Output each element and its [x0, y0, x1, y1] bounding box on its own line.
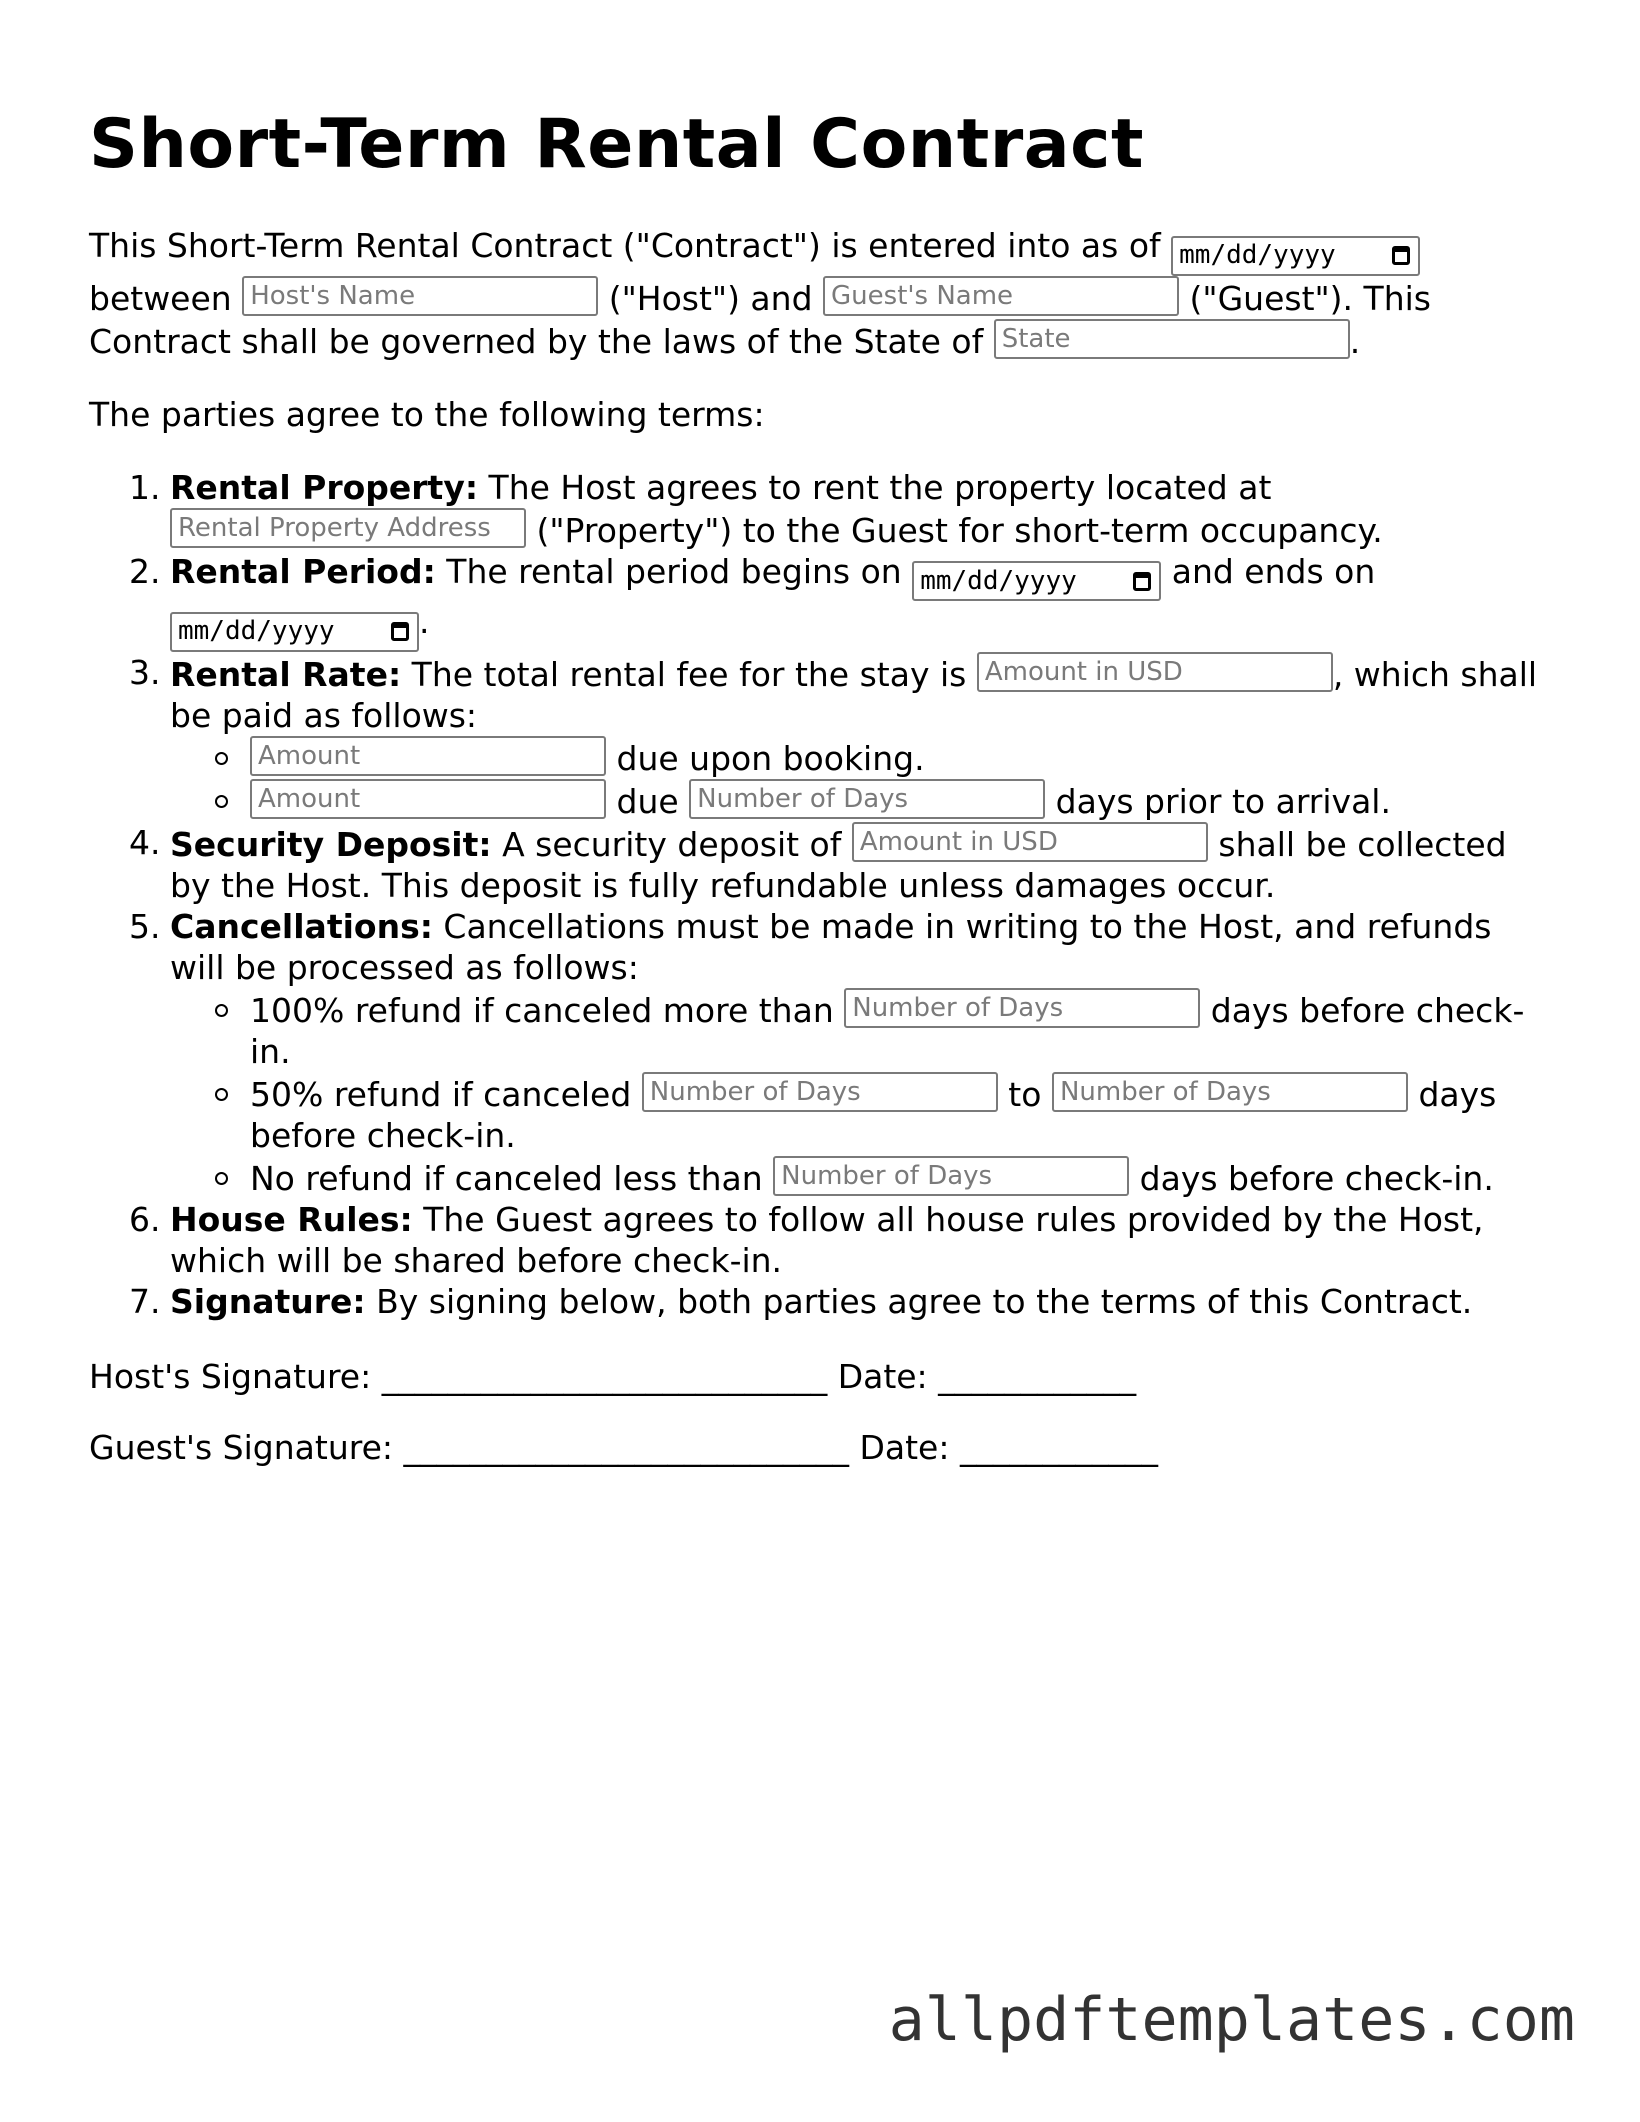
- bullet-icon: [215, 1004, 228, 1017]
- term-number: 7.: [129, 1281, 161, 1321]
- bullet-icon: [215, 1088, 228, 1101]
- intro-text: .: [1349, 321, 1361, 361]
- term-text: 50% refund if canceled: [250, 1074, 632, 1114]
- bullet-icon: [215, 795, 228, 808]
- term-heading: Rental Property:: [170, 467, 479, 507]
- refund-item: [250, 1072, 1549, 1156]
- terms-list: [89, 467, 1549, 1322]
- term-text: days before check-in.: [250, 1074, 1497, 1155]
- bullet-icon: [215, 752, 228, 765]
- host-signature-line: Host's Signature: ___________________________ Date: ____________: [89, 1356, 1137, 1396]
- term-text: ("Property") to the Guest for short-term occupancy.: [536, 510, 1383, 550]
- term-heading: Rental Rate:: [170, 654, 402, 694]
- full-refund-days-input[interactable]: Number of Days: [844, 988, 1200, 1028]
- term-security-deposit: [129, 822, 1549, 906]
- term-rental-rate: [129, 652, 1549, 822]
- term-number: 1.: [129, 467, 161, 507]
- term-text: The Guest agrees to follow all house rules provided by the Host, which will be shared before check-in.: [170, 1199, 1484, 1280]
- term-cancellations: [129, 906, 1549, 1199]
- state-input[interactable]: State: [994, 319, 1350, 359]
- term-text: to: [1008, 1074, 1042, 1114]
- term-heading: House Rules:: [170, 1199, 413, 1239]
- refund-item: [250, 988, 1549, 1072]
- page-title: Short-Term Rental Contract: [89, 105, 1144, 184]
- term-text: By signing below, both parties agree to the terms of this Contract.: [376, 1281, 1473, 1321]
- term-text: days before check-in.: [1139, 1158, 1494, 1198]
- payment-schedule-list: [170, 736, 1549, 822]
- host-name-input[interactable]: Host's Name: [242, 276, 598, 316]
- terms-lead: The parties agree to the following terms:: [89, 394, 765, 434]
- term-heading: Signature:: [170, 1281, 366, 1321]
- term-text: and ends on: [1171, 551, 1376, 591]
- term-text: A security deposit of: [502, 824, 842, 864]
- guest-name-input[interactable]: Guest's Name: [823, 276, 1179, 316]
- payment-item: [250, 736, 1549, 779]
- term-text: due upon booking.: [616, 738, 925, 778]
- deposit-amount-input[interactable]: Amount in USD: [852, 822, 1208, 862]
- calendar-icon[interactable]: [1133, 572, 1151, 591]
- refund-policy-list: [170, 988, 1549, 1199]
- balance-days-input[interactable]: Number of Days: [689, 779, 1045, 819]
- calendar-icon[interactable]: [1392, 246, 1410, 265]
- start-date-placeholder: mm/dd/yyyy: [920, 565, 1077, 596]
- refund-item: [250, 1156, 1549, 1199]
- booking-amount-input[interactable]: Amount: [250, 736, 606, 776]
- term-heading: Security Deposit:: [170, 824, 492, 864]
- term-number: 3.: [129, 652, 161, 692]
- intro-paragraph: [89, 225, 1549, 362]
- total-fee-input[interactable]: Amount in USD: [977, 652, 1333, 692]
- half-refund-from-days-input[interactable]: Number of Days: [642, 1072, 998, 1112]
- term-text: .: [419, 602, 430, 641]
- payment-item: [250, 779, 1549, 822]
- term-text: 100% refund if canceled more than: [250, 990, 834, 1030]
- contract-date-field[interactable]: [1171, 236, 1420, 276]
- term-rental-period: [129, 551, 1549, 652]
- term-number: 2.: [129, 551, 161, 591]
- property-address-input[interactable]: Rental Property Address: [170, 508, 526, 548]
- term-text: No refund if canceled less than: [250, 1158, 763, 1198]
- term-rental-property: [129, 467, 1549, 551]
- guest-signature-line: Guest's Signature: ___________________________ Date: ____________: [89, 1427, 1158, 1467]
- term-text: , which shall be paid as follows:: [170, 654, 1538, 735]
- contract-date-placeholder: mm/dd/yyyy: [1179, 240, 1336, 270]
- term-text: days prior to arrival.: [1055, 781, 1391, 821]
- intro-text: ("Host") and: [608, 278, 813, 318]
- bullet-icon: [215, 1172, 228, 1185]
- term-text: The total rental fee for the stay is: [411, 654, 967, 694]
- watermark: allpdftemplates.com: [888, 1985, 1575, 2055]
- intro-text: ("Guest"). This Contract shall be governed by the laws of the State of: [89, 278, 1431, 361]
- term-text: Cancellations must be made in writing to the Host, and refunds will be processed as follows:: [170, 906, 1492, 987]
- term-heading: Rental Period:: [170, 551, 436, 591]
- term-number: 6.: [129, 1199, 161, 1239]
- start-date-field[interactable]: [912, 561, 1161, 601]
- half-refund-to-days-input[interactable]: Number of Days: [1052, 1072, 1408, 1112]
- term-number: 4.: [129, 822, 161, 862]
- term-signature: [129, 1281, 1549, 1322]
- term-text: days before check-in.: [250, 990, 1525, 1071]
- no-refund-days-input[interactable]: Number of Days: [773, 1156, 1129, 1196]
- intro-text: This Short-Term Rental Contract ("Contract") is entered into as of: [89, 226, 1161, 265]
- contract-document: [89, 105, 1549, 1468]
- intro-text: between: [89, 278, 232, 318]
- term-text: The Host agrees to rent the property located at: [488, 467, 1272, 507]
- term-text: shall be collected by the Host. This deposit is fully refundable unless damages occur.: [170, 824, 1507, 905]
- end-date-field[interactable]: [170, 612, 419, 652]
- end-date-placeholder: mm/dd/yyyy: [178, 616, 335, 646]
- calendar-icon[interactable]: [391, 622, 409, 641]
- term-text: The rental period begins on: [446, 551, 902, 591]
- term-number: 5.: [129, 906, 161, 946]
- term-text: due: [616, 781, 679, 821]
- term-heading: Cancellations:: [170, 906, 433, 946]
- balance-amount-input[interactable]: Amount: [250, 779, 606, 819]
- term-house-rules: [129, 1199, 1549, 1281]
